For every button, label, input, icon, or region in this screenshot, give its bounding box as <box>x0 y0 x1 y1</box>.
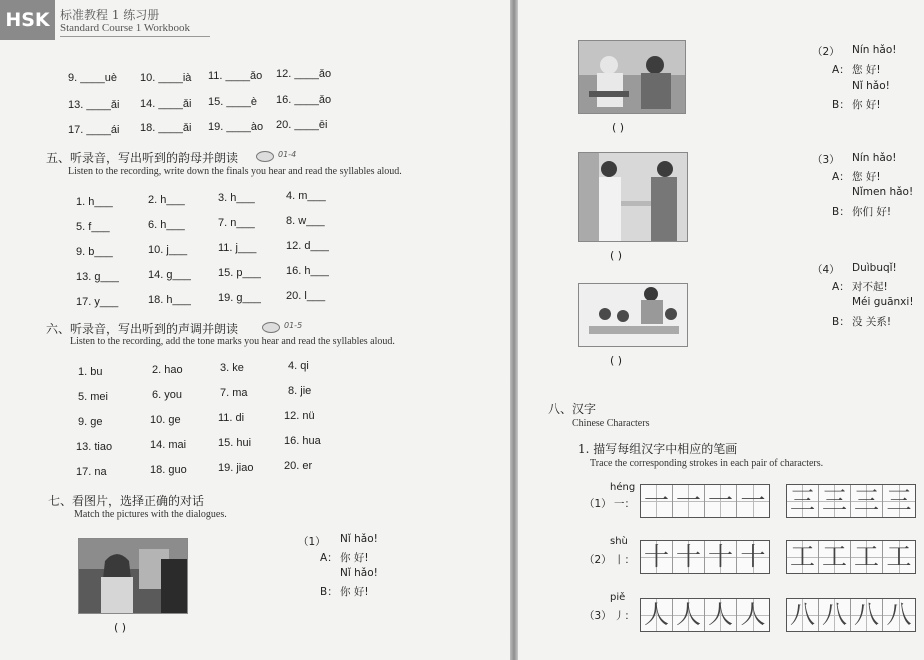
dialogue-pinyin: Nín hǎo! <box>852 44 897 56</box>
exercise-item[interactable]: 13. ____ǎi <box>68 99 120 111</box>
dialogue-speaker: B： <box>832 206 850 218</box>
exercise-item[interactable]: 16. ____ǎo <box>276 94 332 106</box>
dialogue-label: （2） <box>812 46 840 58</box>
dialogue-hanzi: 你 好! <box>852 99 881 111</box>
book-spine <box>510 0 518 660</box>
audio-track-ref: 01-4 <box>278 150 297 159</box>
exercise-item[interactable]: 3. h___ <box>218 192 255 204</box>
dialogue-hanzi: 你们 好! <box>852 206 892 218</box>
exercise-item[interactable]: 19. ____ào <box>208 121 264 133</box>
trace-cell[interactable]: 人 <box>673 599 705 631</box>
exercise-item[interactable]: 13. g___ <box>76 271 119 283</box>
tracing-grid[interactable] <box>640 598 770 632</box>
section-6-subtitle: Listen to the recording, add the tone marks you hear and read the syllables aloud. <box>70 336 395 347</box>
answer-blank[interactable]: ( ) <box>610 354 623 367</box>
dialogue-hanzi: 你 好! <box>340 552 369 564</box>
exercise-item[interactable]: 15. p___ <box>218 267 261 279</box>
trace-cell[interactable]: 一 <box>705 485 737 517</box>
dialogue-speaker: A： <box>320 552 338 564</box>
exercise-item[interactable]: 17. y___ <box>76 296 119 308</box>
stroke-pinyin: piě <box>610 592 626 603</box>
dialogue-hanzi: 您 好! <box>852 171 881 183</box>
section-8-title: 八、汉字 <box>548 402 597 416</box>
tracing-grid[interactable] <box>786 540 916 574</box>
dialogue-speaker: A： <box>832 281 850 293</box>
dialogue-pinyin: Nǐ hǎo! <box>852 80 890 92</box>
trace-cell[interactable]: 十 <box>641 541 673 573</box>
section-7-subtitle: Match the pictures with the dialogues. <box>74 509 227 520</box>
exercise-item[interactable]: 6. h___ <box>148 219 185 231</box>
answer-blank[interactable]: ( ) <box>610 249 623 262</box>
trace-cell[interactable]: 三 <box>819 485 851 517</box>
audio-icon <box>262 322 280 333</box>
dialogue-hanzi: 您 好! <box>852 64 881 76</box>
exercise-item[interactable]: 10. ____ià <box>140 72 192 84</box>
exercise-item[interactable]: 2. hao <box>152 364 183 376</box>
dialogue-pinyin: Nǐ hǎo! <box>340 533 378 545</box>
exercise-item[interactable]: 10. ge <box>150 414 181 426</box>
stroke-label: （3） <box>584 610 612 622</box>
stroke-symbol: 一： <box>614 498 635 510</box>
trace-cell[interactable]: 一 <box>641 485 673 517</box>
section-8-subtitle: Chinese Characters <box>572 418 650 429</box>
exercise-item[interactable]: 15. ____è <box>208 96 257 108</box>
trace-cell[interactable]: 三 <box>851 485 883 517</box>
exercise-item[interactable]: 6. you <box>152 389 182 401</box>
stroke-pinyin: héng <box>610 482 636 493</box>
exercise-item[interactable]: 17. na <box>76 466 107 478</box>
trace-cell[interactable]: 人 <box>705 599 737 631</box>
trace-cell[interactable]: 十 <box>673 541 705 573</box>
answer-blank[interactable]: ( ) <box>612 121 625 134</box>
exercise-item[interactable]: 9. ____uè <box>68 72 117 84</box>
exercise-item[interactable]: 14. g___ <box>148 269 191 281</box>
trace-cell[interactable]: 一 <box>673 485 705 517</box>
exercise-item[interactable]: 10. j___ <box>148 244 188 256</box>
hsk-logo: HSK <box>0 0 55 40</box>
exercise-item[interactable]: 19. g___ <box>218 292 261 304</box>
dialogue-speaker: B： <box>832 99 850 111</box>
trace-cell[interactable]: 八 <box>787 599 819 631</box>
exercise-item[interactable]: 20. l___ <box>286 290 326 302</box>
dialogue-label: （3） <box>812 154 840 166</box>
dialogue-pinyin: Méi guānxi! <box>852 296 914 308</box>
exercise-item[interactable]: 4. m___ <box>286 190 326 202</box>
section-5-subtitle: Listen to the recording, write down the finals you hear and read the syllables aloud. <box>68 166 402 177</box>
exercise-item[interactable]: 12. nü <box>284 410 315 422</box>
trace-cell[interactable]: 三 <box>787 485 819 517</box>
photo-girl-waving <box>78 538 188 614</box>
exercise-item[interactable]: 11. di <box>218 412 245 424</box>
trace-cell[interactable]: 十 <box>737 541 769 573</box>
section-6-title: 六、听录音，写出听到的声调并朗读 <box>46 322 239 336</box>
trace-cell[interactable]: 工 <box>883 541 915 573</box>
photo-elderly-man-woman <box>578 40 686 114</box>
trace-cell[interactable]: 一 <box>737 485 769 517</box>
exercise-item[interactable]: 20. er <box>284 460 313 472</box>
dialogue-pinyin: Nǐmen hǎo! <box>852 186 914 198</box>
exercise-item[interactable]: 9. ge <box>78 416 103 428</box>
dialogue-label: （4） <box>812 264 840 276</box>
trace-cell[interactable]: 八 <box>883 599 915 631</box>
dialogue-speaker: A： <box>832 64 850 76</box>
stroke-symbol: 丨： <box>614 554 635 566</box>
dialogue-label: （1） <box>298 536 326 548</box>
exercise-item[interactable]: 14. ____ǎi <box>140 98 192 110</box>
exercise-item[interactable]: 18. ____ǎi <box>140 122 192 134</box>
trace-cell[interactable]: 八 <box>851 599 883 631</box>
stroke-label: （1） <box>584 498 612 510</box>
tracing-grid[interactable] <box>640 540 770 574</box>
exercise-item[interactable]: 5. mei <box>78 391 108 403</box>
audio-icon <box>256 151 274 162</box>
exercise-item[interactable]: 9. b___ <box>76 246 113 258</box>
trace-cell[interactable]: 工 <box>819 541 851 573</box>
tracing-grid[interactable] <box>786 484 916 518</box>
exercise-item[interactable]: 8. jie <box>288 385 312 397</box>
trace-cell[interactable]: 八 <box>819 599 851 631</box>
stroke-label: （2） <box>584 554 612 566</box>
exercise-item[interactable]: 11. j___ <box>218 242 257 254</box>
book-title-cn: 标准教程 1 练习册 <box>60 8 160 22</box>
exercise-item[interactable]: 18. h___ <box>148 294 191 306</box>
dialogue-speaker: B： <box>832 316 850 328</box>
trace-cell[interactable]: 工 <box>787 541 819 573</box>
exercise-item[interactable]: 15. hui <box>218 437 252 449</box>
exercise-item[interactable]: 14. mai <box>150 439 187 451</box>
trace-cell[interactable]: 人 <box>737 599 769 631</box>
exercise-item[interactable]: 19. jiao <box>218 462 254 474</box>
exercise-item[interactable]: 12. ____ǎo <box>276 68 332 80</box>
exercise-item[interactable]: 13. tiao <box>76 441 113 453</box>
exercise-item[interactable]: 7. n___ <box>218 217 255 229</box>
section-5-title: 五、听录音，写出听到的韵母并朗读 <box>46 151 239 165</box>
dialogue-speaker: B： <box>320 586 338 598</box>
exercise-item[interactable]: 12. d___ <box>286 240 329 252</box>
header-divider <box>60 36 210 37</box>
book-title-en: Standard Course 1 Workbook <box>60 22 190 34</box>
exercise-item[interactable]: 4. qi <box>288 360 309 372</box>
dialogue-speaker: A： <box>832 171 850 183</box>
stroke-symbol: 丿： <box>614 610 635 622</box>
exercise-item[interactable]: 2. h___ <box>148 194 185 206</box>
exercise-item[interactable]: 5. f___ <box>76 221 110 233</box>
dialogue-hanzi: 你 好! <box>340 586 369 598</box>
dialogue-pinyin: Duìbuqǐ! <box>852 262 897 274</box>
exercise-item[interactable]: 1. bu <box>78 366 103 378</box>
trace-cell[interactable]: 三 <box>883 485 915 517</box>
exercise-item[interactable]: 8. w___ <box>286 215 325 227</box>
tracing-grid[interactable] <box>786 598 916 632</box>
dialogue-hanzi: 没 关系! <box>852 316 892 328</box>
exercise-item[interactable]: 16. hua <box>284 435 321 447</box>
task-title: 1. 描写每组汉字中相应的笔画 <box>578 442 738 456</box>
trace-cell[interactable]: 十 <box>705 541 737 573</box>
tracing-grid[interactable] <box>640 484 770 518</box>
exercise-item[interactable]: 1. h___ <box>76 196 113 208</box>
trace-cell[interactable]: 人 <box>641 599 673 631</box>
photo-handshake <box>578 152 688 242</box>
section-7-title: 七、看图片，选择正确的对话 <box>48 494 205 508</box>
dialogue-pinyin: Nín hǎo! <box>852 152 897 164</box>
stroke-pinyin: shù <box>610 536 628 547</box>
exercise-item[interactable]: 16. h___ <box>286 265 329 277</box>
dialogue-pinyin: Nǐ hǎo! <box>340 567 378 579</box>
exercise-item[interactable]: 17. ____ái <box>68 124 120 136</box>
trace-cell[interactable]: 工 <box>851 541 883 573</box>
exercise-item[interactable]: 20. ____ēi <box>276 119 328 131</box>
dialogue-hanzi: 对不起! <box>852 281 888 293</box>
exercise-item[interactable]: 3. ke <box>220 362 244 374</box>
exercise-item[interactable]: 18. guo <box>150 464 187 476</box>
exercise-item[interactable]: 7. ma <box>220 387 248 399</box>
photo-teacher-children <box>578 283 688 347</box>
answer-blank[interactable]: ( ) <box>114 621 127 634</box>
exercise-item[interactable]: 11. ____ǎo <box>208 70 263 82</box>
task-subtitle: Trace the corresponding strokes in each pair of characters. <box>590 458 824 469</box>
audio-track-ref: 01-5 <box>284 321 303 330</box>
